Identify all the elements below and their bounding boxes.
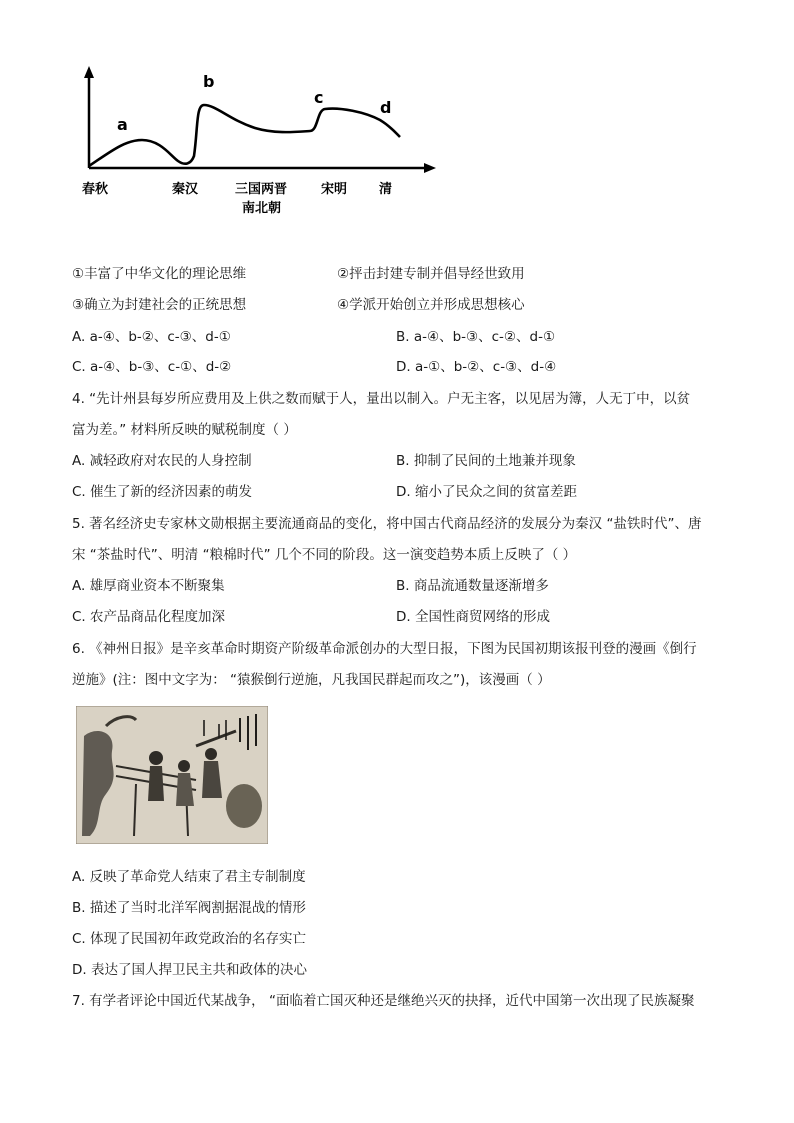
q7-stem-line1: 7. 有学者评论中国近代某战争， “面临着亡国灭种还是继绝兴灭的抉择，近代中国第一次出现了民族凝聚 xyxy=(72,993,695,1009)
q4-option-b[interactable]: B. 抑制了民间的土地兼并现象 xyxy=(396,453,576,469)
q6-stem-line1: 6. 《神州日报》是辛亥革命时期资产阶级革命派创办的大型日报，下图为民国初期该报刊登的漫画《倒行 xyxy=(72,641,697,657)
axis-label-songming: 宋明 xyxy=(321,182,348,197)
q3-option-c[interactable]: C. a-④、b-③、c-①、d-② xyxy=(72,359,232,375)
q5-option-b[interactable]: B. 商品流通数量逐渐增多 xyxy=(396,578,549,594)
curve-label-c: c xyxy=(314,88,324,107)
x-axis-arrow-icon xyxy=(424,163,436,173)
q4-option-c[interactable]: C. 催生了新的经济因素的萌发 xyxy=(72,484,253,500)
axis-label-sanguo-line2: 南北朝 xyxy=(242,201,282,216)
q5-option-c[interactable]: C. 农产品商品化程度加深 xyxy=(72,609,226,625)
daoxing-nishi-cartoon xyxy=(76,706,268,844)
q3-item-2: ②抨击封建专制并倡导经世致用 xyxy=(337,266,525,282)
q3-option-d[interactable]: D. a-①、b-②、c-③、d-④ xyxy=(396,359,557,375)
q5-option-d[interactable]: D. 全国性商贸网络的形成 xyxy=(396,609,550,625)
axis-label-sanguo-line1: 三国两晋 xyxy=(235,182,288,197)
q6-stem-line2: 逆施》(注：图中文字为： “猿猴倒行逆施，凡我国民群起而攻之”)，该漫画（ ） xyxy=(72,672,551,688)
q4-stem-line1: 4. “先计州县每岁所应费用及上供之数而赋于人，量出以制入。户无主客，以见居为簿，人无丁中，以贫 xyxy=(72,391,691,407)
curve-label-a: a xyxy=(117,115,128,134)
q6-option-c[interactable]: C. 体现了民国初年政党政治的名存实亡 xyxy=(72,931,307,947)
curve-label-d: d xyxy=(380,98,392,117)
y-axis-arrow-icon xyxy=(84,66,94,78)
q3-item-4: ④学派开始创立并形成思想核心 xyxy=(337,297,525,313)
curve-line xyxy=(89,105,400,166)
q6-option-b[interactable]: B. 描述了当时北洋军阀割据混战的情形 xyxy=(72,900,306,916)
q6-option-d[interactable]: D. 表达了国人捍卫民主共和政体的决心 xyxy=(72,962,307,978)
q4-option-a[interactable]: A. 减轻政府对农民的人身控制 xyxy=(72,453,252,469)
q4-stem-line2: 富为差。” 材料所反映的赋税制度（ ） xyxy=(72,422,297,438)
axis-label-qinhan: 秦汉 xyxy=(172,182,199,197)
thought-development-diagram xyxy=(70,60,450,230)
q6-option-a[interactable]: A. 反映了革命党人结束了君主专制制度 xyxy=(72,869,306,885)
axis-label-chunqiu: 春秋 xyxy=(82,182,109,197)
q3-item-3: ③确立为封建社会的正统思想 xyxy=(72,297,247,313)
axis-label-qing: 清 xyxy=(379,182,393,197)
q5-option-a[interactable]: A. 雄厚商业资本不断聚集 xyxy=(72,578,225,594)
q3-item-1: ①丰富了中华文化的理论思维 xyxy=(72,266,247,282)
q3-option-a[interactable]: A. a-④、b-②、c-③、d-① xyxy=(72,329,231,345)
q5-stem-line2: 宋 “茶盐时代”、明清 “粮棉时代” 几个不同的阶段。这一演变趋势本质上反映了（ ） xyxy=(72,547,577,563)
q4-option-d[interactable]: D. 缩小了民众之间的贫富差距 xyxy=(396,484,577,500)
curve-label-b: b xyxy=(203,72,215,91)
q3-option-b[interactable]: B. a-④、b-③、c-②、d-① xyxy=(396,329,556,345)
q5-stem-line1: 5. 著名经济史专家林文勋根据主要流通商品的变化，将中国古代商品经济的发展分为秦汉 “盐铁时代”、唐 xyxy=(72,516,702,532)
